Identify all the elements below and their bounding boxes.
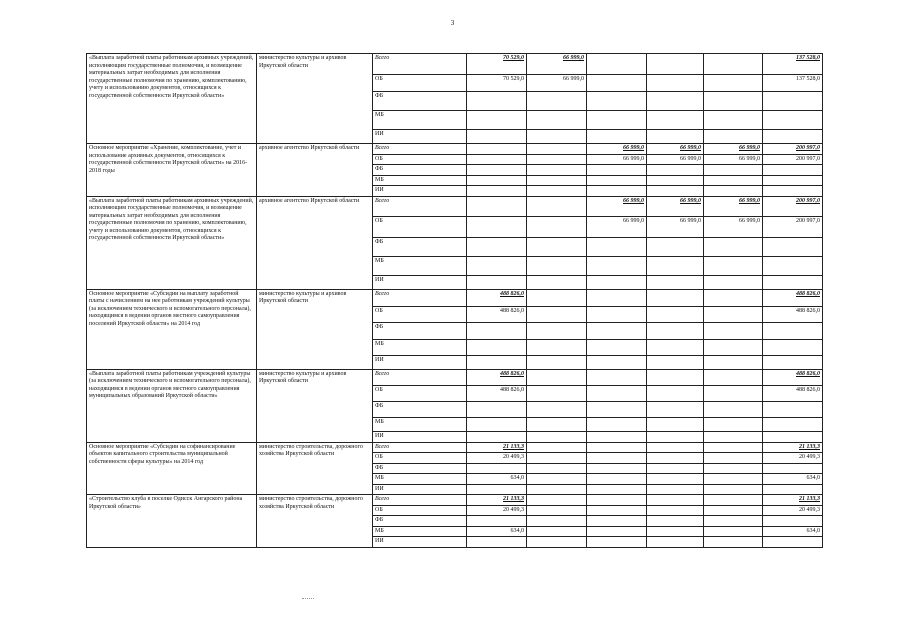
amount-cell bbox=[527, 339, 587, 355]
amount-cell bbox=[467, 431, 527, 442]
amount-cell bbox=[587, 256, 647, 275]
funding-source-label: МБ bbox=[373, 417, 467, 431]
funding-source-label: ФБ bbox=[373, 463, 467, 474]
amount-cell bbox=[647, 369, 704, 385]
executor-name: архивное агентство Иркутской области bbox=[257, 196, 373, 289]
amount-cell bbox=[647, 537, 704, 548]
amount-cell bbox=[704, 289, 763, 306]
executor-name: министерство культуры и архивов Иркутской области bbox=[257, 289, 373, 369]
amount-cell bbox=[467, 401, 527, 417]
amount-cell bbox=[647, 355, 704, 369]
amount-cell bbox=[704, 256, 763, 275]
amount-cell bbox=[647, 306, 704, 322]
funding-source-label: ОБ bbox=[373, 154, 467, 165]
total-amount-cell bbox=[763, 130, 823, 144]
amount-cell bbox=[647, 474, 704, 485]
amount-cell bbox=[647, 463, 704, 474]
amount-cell bbox=[467, 175, 527, 186]
amount-cell bbox=[527, 175, 587, 186]
total-amount-cell bbox=[763, 175, 823, 186]
amount-cell bbox=[647, 526, 704, 537]
amount-cell bbox=[587, 385, 647, 401]
amount-cell bbox=[527, 463, 587, 474]
amount-cell bbox=[467, 537, 527, 548]
amount-cell bbox=[704, 442, 763, 453]
amount-cell bbox=[467, 355, 527, 369]
amount-cell bbox=[467, 196, 527, 216]
total-amount-cell bbox=[763, 256, 823, 275]
amount-cell bbox=[647, 417, 704, 431]
amount-cell bbox=[587, 165, 647, 176]
amount-cell bbox=[467, 92, 527, 111]
amount-cell bbox=[587, 417, 647, 431]
scan-mark bbox=[302, 598, 314, 600]
amount-cell: 70 529,0 bbox=[467, 54, 527, 75]
amount-cell: 66 999,0 bbox=[587, 154, 647, 165]
amount-cell bbox=[587, 516, 647, 527]
amount-cell: 634,0 bbox=[467, 526, 527, 537]
amount-cell bbox=[467, 256, 527, 275]
amount-cell bbox=[587, 369, 647, 385]
funding-source-label: ФБ bbox=[373, 401, 467, 417]
funding-source-label: Всего bbox=[373, 54, 467, 75]
total-amount-cell bbox=[763, 484, 823, 495]
total-amount-cell: 200 997,0 bbox=[763, 216, 823, 237]
amount-cell bbox=[587, 289, 647, 306]
table-body bbox=[87, 54, 823, 548]
amount-cell bbox=[647, 442, 704, 453]
amount-cell bbox=[467, 516, 527, 527]
amount-cell bbox=[704, 474, 763, 485]
total-amount-cell bbox=[763, 355, 823, 369]
total-amount-cell: 634,0 bbox=[763, 526, 823, 537]
executor-name: архивное агентство Иркутской области bbox=[257, 144, 373, 197]
amount-cell bbox=[527, 355, 587, 369]
funding-source-label: Всего bbox=[373, 144, 467, 155]
amount-cell bbox=[467, 154, 527, 165]
measure-description: Основное мероприятие «Субсидии на софинансирование объектов капитального строительства муниципальной собственности сферы культуры» на 2014 год bbox=[87, 442, 257, 495]
amount-cell bbox=[704, 355, 763, 369]
amount-cell bbox=[467, 237, 527, 256]
amount-cell: 488 826,0 bbox=[467, 289, 527, 306]
amount-cell bbox=[467, 165, 527, 176]
amount-cell bbox=[587, 54, 647, 75]
amount-cell bbox=[704, 453, 763, 464]
table-row bbox=[87, 144, 823, 155]
amount-cell bbox=[587, 111, 647, 130]
funding-source-label: МБ bbox=[373, 175, 467, 186]
amount-cell bbox=[704, 484, 763, 495]
amount-cell bbox=[527, 289, 587, 306]
amount-cell bbox=[704, 385, 763, 401]
amount-cell bbox=[704, 92, 763, 111]
total-amount-cell: 137 528,0 bbox=[763, 54, 823, 75]
funding-source-label: МБ bbox=[373, 474, 467, 485]
amount-cell bbox=[527, 275, 587, 289]
total-amount-cell bbox=[763, 516, 823, 527]
total-amount-cell bbox=[763, 186, 823, 197]
amount-cell bbox=[587, 401, 647, 417]
funding-source-label: ИИ bbox=[373, 537, 467, 548]
total-amount-cell: 634,0 bbox=[763, 474, 823, 485]
amount-cell bbox=[647, 495, 704, 506]
total-amount-cell bbox=[763, 401, 823, 417]
amount-cell bbox=[527, 165, 587, 176]
amount-cell bbox=[467, 339, 527, 355]
funding-source-label: МБ bbox=[373, 111, 467, 130]
amount-cell bbox=[704, 505, 763, 516]
total-amount-cell bbox=[763, 339, 823, 355]
amount-cell bbox=[527, 306, 587, 322]
amount-cell bbox=[587, 175, 647, 186]
amount-cell bbox=[527, 537, 587, 548]
funding-source-label: ИИ bbox=[373, 275, 467, 289]
amount-cell bbox=[647, 339, 704, 355]
amount-cell bbox=[704, 417, 763, 431]
amount-cell bbox=[647, 111, 704, 130]
total-amount-cell: 21 133,3 bbox=[763, 495, 823, 506]
amount-cell bbox=[647, 385, 704, 401]
amount-cell bbox=[647, 275, 704, 289]
amount-cell bbox=[647, 75, 704, 92]
total-amount-cell: 21 133,3 bbox=[763, 442, 823, 453]
amount-cell: 66 999,0 bbox=[587, 144, 647, 155]
executor-name: министерство культуры и архивов Иркутской области bbox=[257, 369, 373, 442]
funding-source-label: ИИ bbox=[373, 130, 467, 144]
amount-cell bbox=[467, 417, 527, 431]
funding-source-label: ОБ bbox=[373, 453, 467, 464]
amount-cell: 21 133,3 bbox=[467, 442, 527, 453]
amount-cell: 70 529,0 bbox=[467, 75, 527, 92]
amount-cell bbox=[587, 322, 647, 339]
total-amount-cell bbox=[763, 237, 823, 256]
amount-cell bbox=[467, 144, 527, 155]
amount-cell bbox=[527, 369, 587, 385]
amount-cell bbox=[587, 442, 647, 453]
executor-name: министерство строительства, дорожного хозяйства Иркутской области bbox=[257, 495, 373, 548]
amount-cell bbox=[704, 130, 763, 144]
amount-cell bbox=[704, 401, 763, 417]
amount-cell bbox=[467, 463, 527, 474]
funding-source-label: Всего bbox=[373, 495, 467, 506]
total-amount-cell bbox=[763, 111, 823, 130]
amount-cell bbox=[587, 355, 647, 369]
amount-cell: 488 826,0 bbox=[467, 369, 527, 385]
amount-cell bbox=[587, 275, 647, 289]
amount-cell bbox=[467, 322, 527, 339]
total-amount-cell: 137 528,0 bbox=[763, 75, 823, 92]
table-row bbox=[87, 196, 823, 216]
funding-source-label: МБ bbox=[373, 339, 467, 355]
amount-cell bbox=[704, 339, 763, 355]
amount-cell bbox=[647, 186, 704, 197]
amount-cell bbox=[704, 54, 763, 75]
amount-cell bbox=[704, 463, 763, 474]
amount-cell bbox=[647, 130, 704, 144]
amount-cell bbox=[467, 130, 527, 144]
amount-cell: 488 826,0 bbox=[467, 306, 527, 322]
funding-source-label: ИИ bbox=[373, 484, 467, 495]
amount-cell bbox=[587, 237, 647, 256]
total-amount-cell: 20 499,3 bbox=[763, 453, 823, 464]
amount-cell bbox=[704, 537, 763, 548]
amount-cell bbox=[587, 453, 647, 464]
funding-source-label: ФБ bbox=[373, 516, 467, 527]
amount-cell bbox=[647, 54, 704, 75]
amount-cell: 21 133,3 bbox=[467, 495, 527, 506]
amount-cell bbox=[527, 385, 587, 401]
funding-source-label: ИИ bbox=[373, 431, 467, 442]
amount-cell bbox=[587, 431, 647, 442]
total-amount-cell bbox=[763, 275, 823, 289]
amount-cell bbox=[467, 186, 527, 197]
amount-cell bbox=[527, 154, 587, 165]
amount-cell bbox=[647, 453, 704, 464]
total-amount-cell: 488 826,0 bbox=[763, 369, 823, 385]
amount-cell bbox=[704, 369, 763, 385]
amount-cell bbox=[587, 186, 647, 197]
amount-cell bbox=[587, 75, 647, 92]
funding-source-label: ОБ bbox=[373, 385, 467, 401]
total-amount-cell bbox=[763, 463, 823, 474]
amount-cell bbox=[647, 505, 704, 516]
funding-source-label: ОБ bbox=[373, 75, 467, 92]
total-amount-cell: 488 826,0 bbox=[763, 306, 823, 322]
amount-cell bbox=[467, 216, 527, 237]
amount-cell bbox=[527, 495, 587, 506]
total-amount-cell: 200 997,0 bbox=[763, 144, 823, 155]
amount-cell bbox=[587, 505, 647, 516]
funding-source-label: Всего bbox=[373, 196, 467, 216]
amount-cell bbox=[704, 495, 763, 506]
total-amount-cell bbox=[763, 92, 823, 111]
total-amount-cell: 200 997,0 bbox=[763, 196, 823, 216]
amount-cell bbox=[527, 431, 587, 442]
amount-cell bbox=[527, 92, 587, 111]
total-amount-cell bbox=[763, 165, 823, 176]
total-amount-cell bbox=[763, 322, 823, 339]
amount-cell bbox=[647, 516, 704, 527]
amount-cell bbox=[527, 526, 587, 537]
funding-source-label: ФБ bbox=[373, 165, 467, 176]
amount-cell bbox=[704, 431, 763, 442]
amount-cell bbox=[647, 175, 704, 186]
amount-cell: 66 999,0 bbox=[527, 54, 587, 75]
amount-cell bbox=[527, 516, 587, 527]
table-row bbox=[87, 289, 823, 306]
amount-cell: 66 999,0 bbox=[704, 216, 763, 237]
amount-cell bbox=[587, 463, 647, 474]
funding-source-label: ИИ bbox=[373, 355, 467, 369]
measure-description: «Выплата заработной платы работникам архивных учреждений, исполняющим государственные полномочия, и возмещение материальных затрат необходимых для исполнения государственные полномочия по хранению, комплектованию, учету и использованию документов, относящихся к государственной собственности Иркутской области» bbox=[87, 196, 257, 289]
amount-cell bbox=[587, 526, 647, 537]
amount-cell bbox=[587, 92, 647, 111]
funding-table bbox=[86, 53, 823, 548]
amount-cell bbox=[527, 322, 587, 339]
amount-cell bbox=[587, 339, 647, 355]
amount-cell bbox=[527, 474, 587, 485]
page-number: 3 bbox=[450, 19, 455, 27]
amount-cell bbox=[704, 175, 763, 186]
amount-cell bbox=[704, 186, 763, 197]
total-amount-cell bbox=[763, 417, 823, 431]
amount-cell bbox=[647, 322, 704, 339]
amount-cell bbox=[527, 401, 587, 417]
amount-cell bbox=[467, 484, 527, 495]
amount-cell bbox=[704, 322, 763, 339]
amount-cell bbox=[527, 216, 587, 237]
measure-description: Основное мероприятие «Хранение, комплектование, учет и использование архивных документов, относящихся к государственной собственности Иркутской области» на 2016-2018 годы bbox=[87, 144, 257, 197]
executor-name: министерство культуры и архивов Иркутской области bbox=[257, 54, 373, 144]
funding-source-label: ОБ bbox=[373, 216, 467, 237]
amount-cell: 20 499,3 bbox=[467, 453, 527, 464]
total-amount-cell: 488 826,0 bbox=[763, 385, 823, 401]
amount-cell bbox=[527, 505, 587, 516]
amount-cell bbox=[704, 237, 763, 256]
amount-cell bbox=[527, 144, 587, 155]
measure-description: Основное мероприятие «Субсидии на выплату заработной платы с начислением на нее работникам учреждений культуры (за исключением технического и вспомогательного персонала), находящимся в ведении органов местного самоуправления поселений Иркутской области» на 2014 год bbox=[87, 289, 257, 369]
amount-cell bbox=[527, 453, 587, 464]
measure-description: «Выплата заработной платы работникам архивных учреждений, исполняющим государственные полномочия, и возмещение материальных затрат необходимых для исполнения государственные полномочия по хранению, комплектованию, учету и использованию документов, относящихся к государственной собственности Иркутской области» bbox=[87, 54, 257, 144]
amount-cell: 66 999,0 bbox=[704, 154, 763, 165]
amount-cell bbox=[467, 275, 527, 289]
amount-cell bbox=[587, 130, 647, 144]
amount-cell bbox=[587, 484, 647, 495]
table-row bbox=[87, 495, 823, 506]
amount-cell bbox=[647, 92, 704, 111]
amount-cell bbox=[527, 196, 587, 216]
funding-source-label: ФБ bbox=[373, 92, 467, 111]
measure-description: «Выплата заработной платы работникам учреждений культуры (за исключением технического и вспомогательного персонала), находящимся в ведении органов местного самоуправления муниципальных образований Иркутской области» bbox=[87, 369, 257, 442]
amount-cell: 66 999,0 bbox=[704, 196, 763, 216]
amount-cell bbox=[647, 431, 704, 442]
amount-cell: 20 499,3 bbox=[467, 505, 527, 516]
amount-cell: 66 999,0 bbox=[587, 196, 647, 216]
amount-cell bbox=[527, 256, 587, 275]
amount-cell bbox=[587, 474, 647, 485]
amount-cell bbox=[527, 111, 587, 130]
amount-cell bbox=[647, 165, 704, 176]
funding-source-label: Всего bbox=[373, 442, 467, 453]
amount-cell bbox=[587, 306, 647, 322]
amount-cell bbox=[527, 417, 587, 431]
funding-source-label: ИИ bbox=[373, 186, 467, 197]
amount-cell bbox=[647, 289, 704, 306]
funding-source-label: ОБ bbox=[373, 306, 467, 322]
amount-cell: 66 999,0 bbox=[527, 75, 587, 92]
funding-source-label: Всего bbox=[373, 369, 467, 385]
amount-cell bbox=[704, 75, 763, 92]
amount-cell bbox=[527, 484, 587, 495]
amount-cell bbox=[527, 186, 587, 197]
amount-cell bbox=[647, 484, 704, 495]
total-amount-cell: 200 997,0 bbox=[763, 154, 823, 165]
table-row bbox=[87, 369, 823, 385]
total-amount-cell: 488 826,0 bbox=[763, 289, 823, 306]
amount-cell bbox=[704, 306, 763, 322]
amount-cell: 488 826,0 bbox=[467, 385, 527, 401]
amount-cell bbox=[527, 442, 587, 453]
total-amount-cell: 20 499,3 bbox=[763, 505, 823, 516]
funding-source-label: ОБ bbox=[373, 505, 467, 516]
total-amount-cell bbox=[763, 537, 823, 548]
amount-cell: 66 999,0 bbox=[647, 216, 704, 237]
amount-cell bbox=[704, 516, 763, 527]
amount-cell bbox=[647, 237, 704, 256]
amount-cell bbox=[704, 275, 763, 289]
funding-source-label: Всего bbox=[373, 289, 467, 306]
table-row bbox=[87, 442, 823, 453]
funding-source-label: ФБ bbox=[373, 237, 467, 256]
amount-cell bbox=[527, 237, 587, 256]
amount-cell: 634,0 bbox=[467, 474, 527, 485]
amount-cell bbox=[704, 526, 763, 537]
amount-cell: 66 999,0 bbox=[647, 144, 704, 155]
amount-cell bbox=[587, 495, 647, 506]
executor-name: министерство строительства, дорожного хозяйства Иркутской области bbox=[257, 442, 373, 495]
table-row bbox=[87, 54, 823, 75]
amount-cell bbox=[704, 165, 763, 176]
amount-cell: 66 999,0 bbox=[647, 154, 704, 165]
total-amount-cell bbox=[763, 431, 823, 442]
funding-source-label: МБ bbox=[373, 526, 467, 537]
amount-cell bbox=[704, 111, 763, 130]
amount-cell: 66 999,0 bbox=[647, 196, 704, 216]
amount-cell: 66 999,0 bbox=[704, 144, 763, 155]
measure-description: «Строительство клуба в поселке Одисск Ангарского района Иркутской области» bbox=[87, 495, 257, 548]
amount-cell bbox=[527, 130, 587, 144]
amount-cell bbox=[647, 401, 704, 417]
funding-source-label: ФБ bbox=[373, 322, 467, 339]
funding-source-label: МБ bbox=[373, 256, 467, 275]
amount-cell: 66 999,0 bbox=[587, 216, 647, 237]
amount-cell bbox=[647, 256, 704, 275]
amount-cell bbox=[587, 537, 647, 548]
amount-cell bbox=[467, 111, 527, 130]
